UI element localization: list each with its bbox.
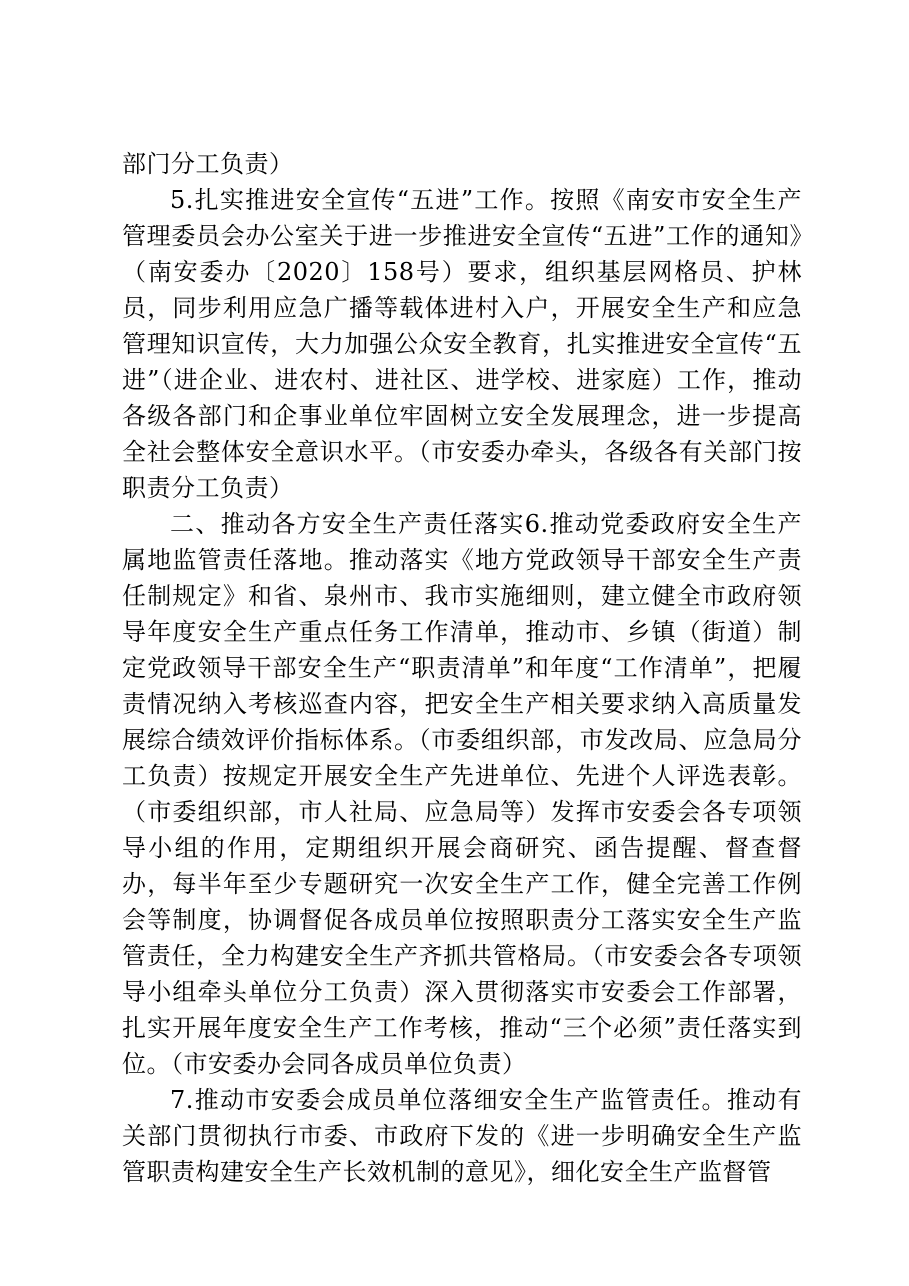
document-body — [122, 146, 802, 1190]
paragraph-item-7: 7.推动市安委会成员单位落细安全生产监管责任。推动有关部门贯彻执行市委、市政府下发的《进一步明确安全生产监管职责构建安全生产长效机制的意见》，细化安全生产监督管 — [122, 1086, 802, 1186]
paragraph-continuation: 部门分工负责） — [122, 150, 294, 178]
paragraph-item-5: 5.扎实推进安全宣传“五进”工作。按照《南安市安全生产管理委员会办公室关于进一步推进安全宣传“五进”工作的通知》（南安委办〔2020〕158号）要求，组织基层网格员、护林员，同步利用应急广播等载体进村入户，开展安全生产和应急管理知识宣传，大力加强公众安全教育，扎实推进安全宣传“五进”（进企业、进农村、进社区、进学校、进家庭）工作，推动各级各部门和企事业单位牢固树立安全发展理念，进一步提高全社会整体安全意识水平。（市安委办牵头，各级各有关部门按职责分工负责） — [122, 186, 802, 502]
paragraph-section-2-item-6: 二、推动各方安全生产责任落实6.推动党委政府安全生产属地监管责任落地。推动落实《地方党政领导干部安全生产责任制规定》和省、泉州市、我市实施细则，建立健全市政府领导年度安全生产重点任务工作清单，推动市、乡镇（街道）制定党政领导干部安全生产“职责清单”和年度“工作清单”，把履责情况纳入考核巡查内容，把安全生产相关要求纳入高质量发展综合绩效评价指标体系。（市委组织部，市发改局、应急局分工负责）按规定开展安全生产先进单位、先进个人评选表彰。（市委组织部，市人社局、应急局等）发挥市安委会各专项领导小组的作用，定期组织开展会商研究、函告提醒、督查督办，每半年至少专题研究一次安全生产工作，健全完善工作例会等制度，协调督促各成员单位按照职责分工落实安全生产监管责任，全力构建安全生产齐抓共管格局。（市安委会各专项领导小组牵头单位分工负责）深入贯彻落实市安委会工作部署，扎实开展年度安全生产工作考核，推动“三个必须”责任落实到位。（市安委办会同各成员单位负责） — [122, 510, 802, 1078]
